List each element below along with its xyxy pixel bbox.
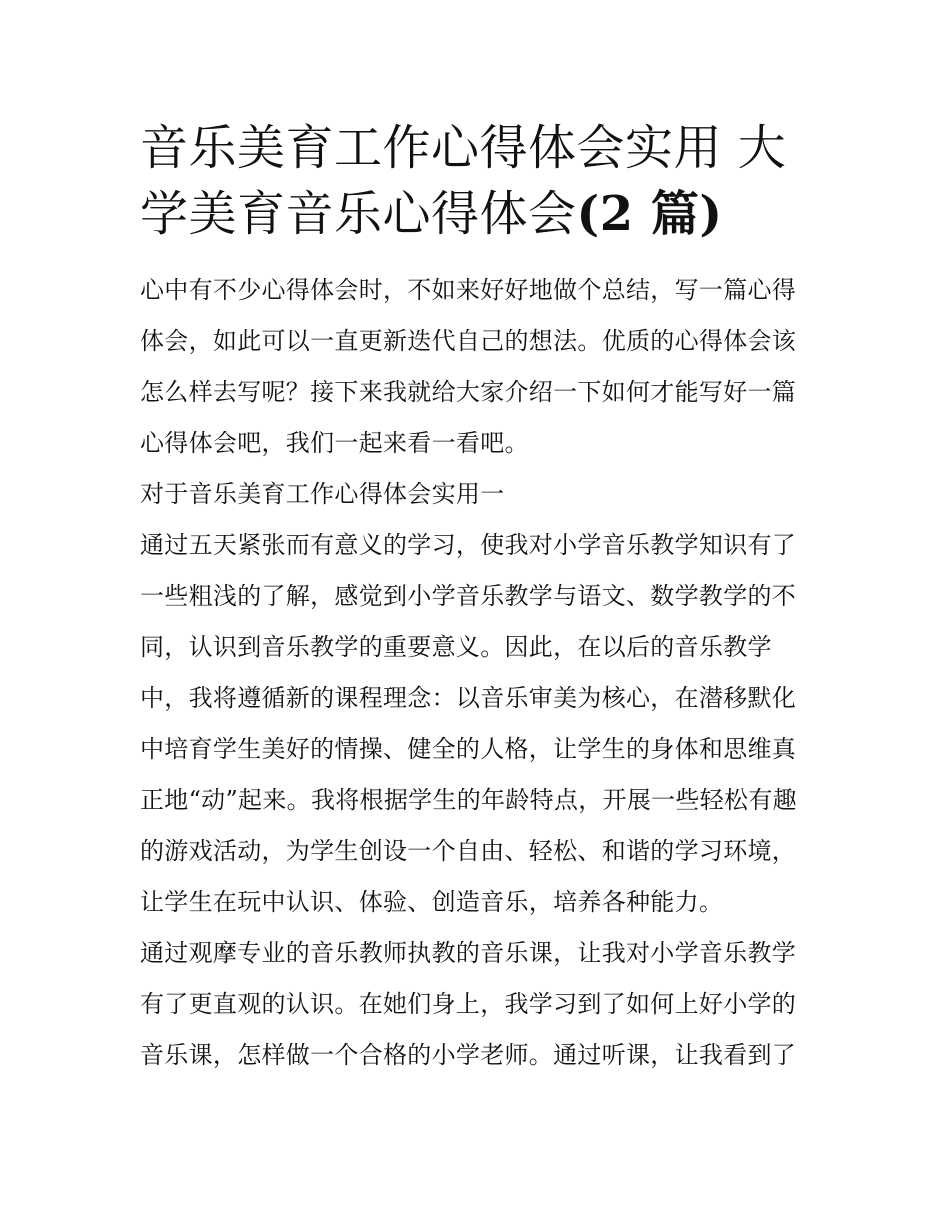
title-line-2 — [140, 181, 820, 247]
title-line-2-prefix: 学美育音乐心得体会 — [140, 186, 577, 242]
paragraph-line: 怎么样去写呢？接下来我就给大家介绍一下如何才能写好一篇 — [140, 378, 797, 406]
title-line-1: 音乐美育工作心得体会实用 大 — [140, 120, 787, 176]
section-heading: 对于音乐美育工作心得体会实用一 — [140, 480, 505, 508]
paragraph-line: 体会，如此可以一直更新迭代自己的想法。优质的心得体会该 — [140, 327, 797, 355]
document-content — [140, 115, 820, 1081]
paragraph-line: 心得体会吧，我们一起来看一看吧。 — [140, 429, 529, 457]
paragraph-line: 同，认识到音乐教学的重要意义。因此，在以后的音乐教学 — [140, 633, 772, 661]
paragraph-line: 心中有不少心得体会时，不如来好好地做个总结，写一篇心得 — [140, 276, 797, 304]
paragraph-line: 中，我将遵循新的课程理念：以音乐审美为核心，在潜移默化 — [140, 684, 797, 712]
paragraph-line: 的游戏活动，为学生创设一个自由、轻松、和谐的学习环境， — [140, 837, 797, 865]
paragraph-line: 正地“动”起来。我将根据学生的年龄特点，开展一些轻松有趣 — [140, 786, 797, 814]
paragraph-line: 通过观摩专业的音乐教师执教的音乐课，让我对小学音乐教学 — [140, 939, 797, 967]
paragraph-line: 让学生在玩中认识、体验、创造音乐，培养各种能力。 — [140, 888, 724, 916]
paragraph-line: 通过五天紧张而有意义的学习，使我对小学音乐教学知识有了 — [140, 531, 797, 559]
paragraph-line: 中培育学生美好的情操、健全的人格，让学生的身体和思维真 — [140, 735, 797, 763]
document-body — [140, 265, 820, 1081]
paragraph-line: 音乐课，怎样做一个合格的小学老师。通过听课，让我看到了 — [140, 1041, 797, 1069]
paragraph-line: 有了更直观的认识。在她们身上，我学习到了如何上好小学的 — [140, 990, 797, 1018]
title-line-2-suffix: (2 篇) — [576, 186, 723, 242]
document-title — [140, 115, 820, 247]
paragraph-line: 一些粗浅的了解，感觉到小学音乐教学与语文、数学教学的不 — [140, 582, 797, 610]
